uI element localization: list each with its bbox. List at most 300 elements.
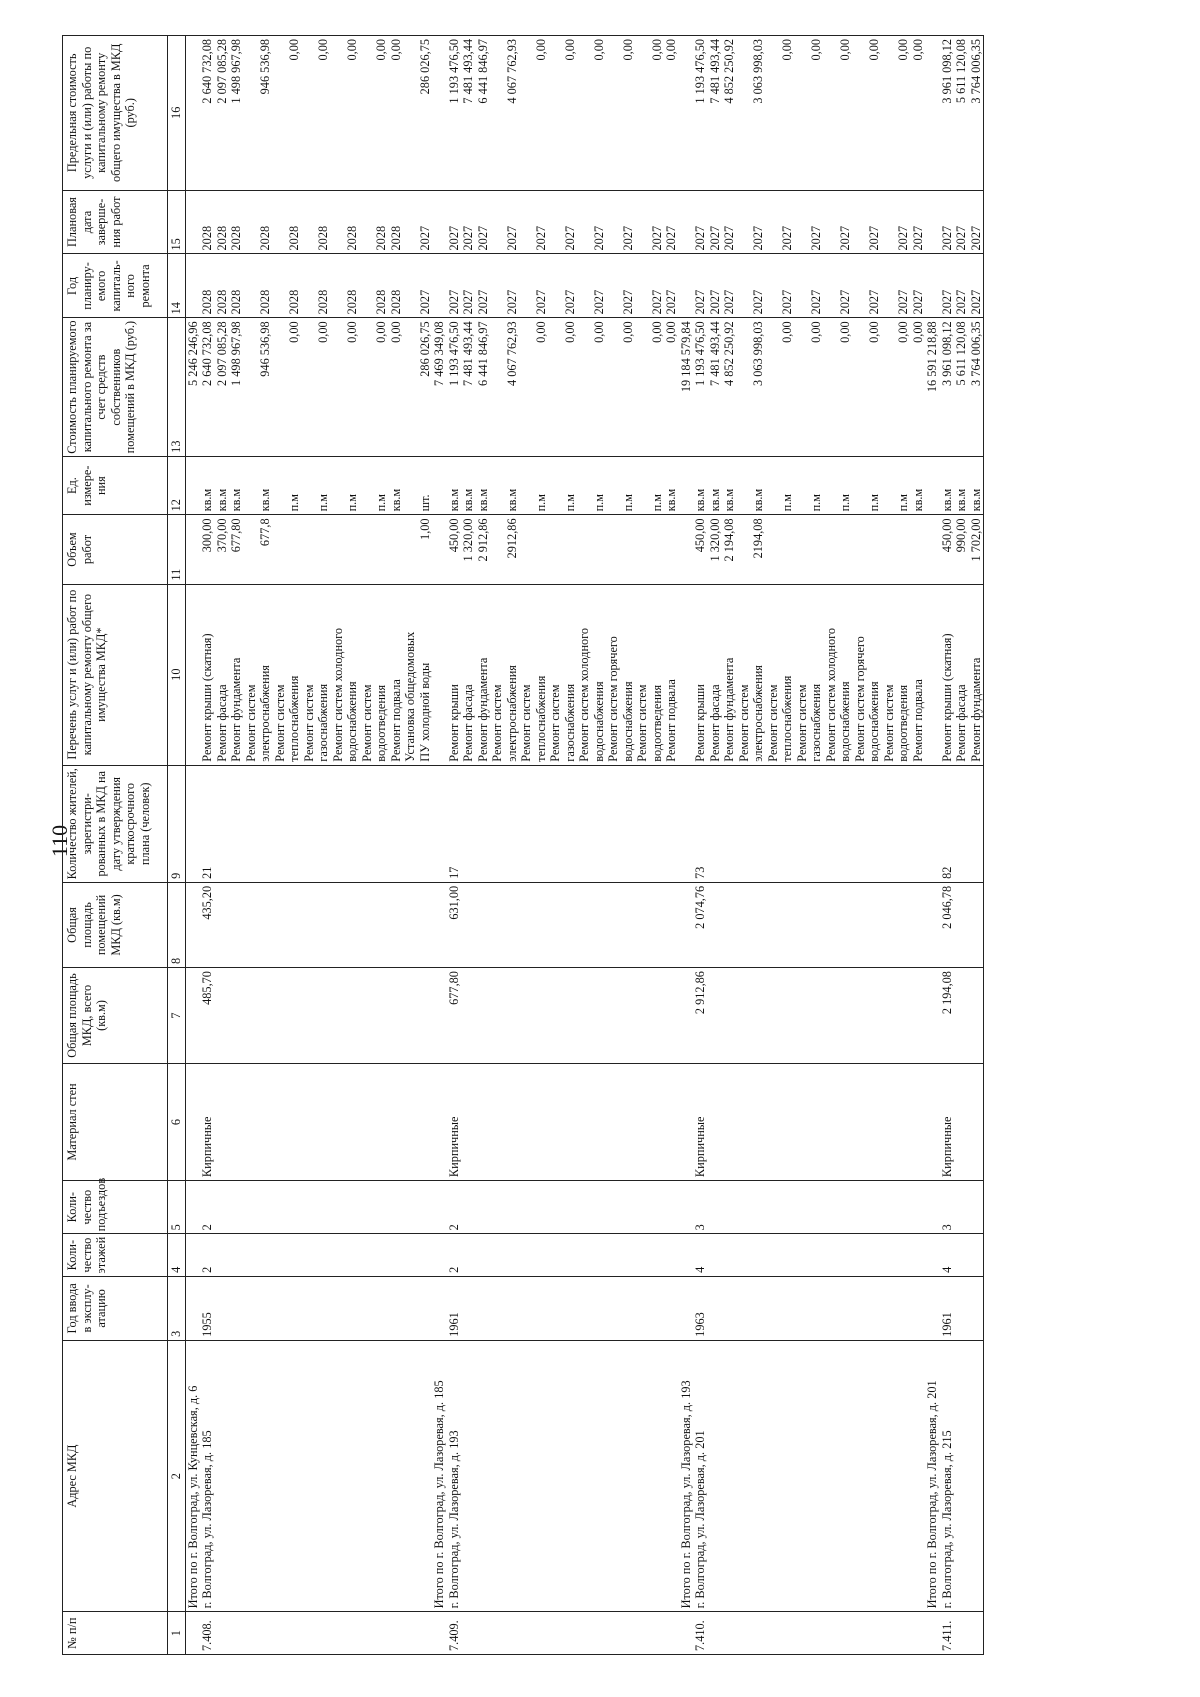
work-name: Установка общедомовых (403, 631, 417, 762)
work-name: Ремонт систем (794, 684, 809, 762)
work-unit: п.м (374, 493, 388, 512)
work-cost: 0,00 (620, 321, 635, 343)
area-total: 485,70 (200, 971, 214, 1005)
work-limit: 286 026,75 (417, 39, 432, 95)
item-number-cell (432, 1612, 679, 1655)
work-volume: 2 912,86 (475, 518, 490, 562)
column-number: 16 (168, 36, 186, 191)
floors: 2 (446, 1266, 461, 1273)
work-year: 2027 (417, 289, 432, 315)
work-year: 2027 (664, 289, 678, 315)
floors-cell (679, 1234, 926, 1277)
work-deadline: 2028 (345, 225, 359, 251)
work-cost: 0,00 (664, 321, 678, 343)
residents: 21 (200, 866, 214, 879)
address: г. Волгоград, ул. Лазоревая, д. 193 (446, 1430, 461, 1609)
work-deadline: 2027 (722, 225, 736, 251)
table-row (185, 36, 432, 1655)
work-deadline: 2027 (649, 225, 664, 251)
work-volume (374, 518, 389, 580)
work-unit: кв.м (461, 488, 475, 512)
work-volume: 677,80 (229, 518, 243, 553)
entrances: 3 (693, 1224, 707, 1231)
work-unit-cell (925, 456, 984, 515)
work-name: Ремонт крыши (693, 684, 707, 762)
residents-cell (679, 765, 926, 882)
work-deadline: 2027 (417, 225, 432, 251)
year: 1961 (446, 1312, 461, 1337)
work-deadline: 2027 (867, 225, 881, 251)
work-year: 2027 (780, 289, 794, 315)
work-volume: 2 194,08 (722, 518, 736, 562)
work-limit: 0,00 (780, 39, 794, 61)
work-unit: п.м (533, 493, 548, 512)
work-limit: 0,00 (838, 39, 852, 61)
work-name: Ремонт систем (765, 684, 780, 762)
total-label: Итого по г. Волгоград, ул. Лазоревая, д. 185 (432, 1380, 446, 1609)
work-name: Ремонт систем горячего (852, 636, 867, 762)
work-cost: 0,00 (649, 321, 664, 343)
work-limit: 6 441 846,97 (475, 39, 490, 104)
item-number-cell (185, 1612, 432, 1655)
work-deadline: 2028 (214, 225, 229, 251)
work-unit: кв.м (968, 488, 983, 512)
residents-cell (185, 765, 432, 882)
work-year: 2028 (229, 289, 243, 315)
work-volume (287, 518, 302, 580)
year-cell (185, 1276, 432, 1340)
repair-plan-table (62, 35, 984, 1655)
work-name: Ремонт систем холодного (330, 627, 345, 762)
column-number: 13 (168, 318, 186, 456)
work-unit: кв.м (693, 488, 707, 512)
work-cost: 0,00 (838, 321, 852, 343)
item-number-cell (925, 1612, 984, 1655)
work-limit: 0,00 (809, 39, 823, 61)
header-cell: Количество жителей, зарегистри-рованных в МКД на дату утверждения краткосрочного плана (человек) (63, 765, 168, 882)
item-number: 7.411. (939, 1620, 954, 1651)
work-volume (592, 518, 607, 580)
work-limit: 0,00 (533, 39, 548, 61)
material-cell (432, 1063, 679, 1180)
work-deadline: 2028 (316, 225, 330, 251)
area-total-cell (925, 968, 984, 1064)
work-deadline: 2027 (954, 225, 968, 251)
area-total-cell (185, 968, 432, 1064)
work-name: электроснабжения (504, 665, 519, 762)
work-year: 2028 (200, 289, 214, 315)
work-unit: кв.м (664, 488, 678, 512)
entrances: 2 (200, 1224, 214, 1231)
work-year: 2028 (345, 289, 359, 315)
column-number: 5 (168, 1181, 186, 1234)
residents-cell (925, 765, 984, 882)
work-unit: п.м (896, 493, 910, 512)
work-volume (896, 518, 911, 580)
work-cost: 3 961 098,12 (939, 321, 954, 386)
work-name: Ремонт подвала (664, 679, 678, 762)
work-cost: 946 536,98 (258, 321, 272, 377)
entrances-cell (432, 1181, 679, 1234)
work-volume-cell (432, 515, 679, 584)
work-volume-cell (185, 515, 432, 584)
work-limit-cell (185, 36, 432, 191)
work-volume (345, 518, 360, 580)
work-name: газоснабжения (562, 683, 577, 762)
residents: 17 (446, 866, 461, 879)
work-unit: кв.м (214, 488, 229, 512)
floors-cell (185, 1234, 432, 1277)
work-name: газоснабжения (809, 683, 823, 762)
area-rooms-cell (925, 882, 984, 967)
work-unit: кв.м (939, 488, 954, 512)
work-year: 2027 (939, 289, 954, 315)
work-limit: 0,00 (664, 39, 678, 61)
work-unit: шт. (417, 494, 432, 512)
work-limit: 0,00 (591, 39, 606, 61)
work-name: Ремонт подвала (910, 679, 925, 762)
work-name: газоснабжения (316, 683, 330, 762)
work-name: Ремонт фасада (214, 684, 229, 762)
item-number: 7.410. (693, 1620, 707, 1651)
work-name: Ремонт систем (881, 684, 896, 762)
work-limit: 0,00 (316, 39, 330, 61)
item-number-cell (679, 1612, 926, 1655)
work-unit: п.м (562, 493, 577, 512)
column-number: 4 (168, 1234, 186, 1277)
work-unit: п.м (620, 493, 635, 512)
year-cell (432, 1276, 679, 1340)
work-unit: кв.м (200, 488, 214, 512)
work-volume (809, 518, 824, 580)
year-cell (679, 1276, 926, 1340)
work-limit: 3 961 098,12 (939, 39, 954, 104)
work-deadline: 2027 (693, 225, 707, 251)
work-cost: 0,00 (388, 321, 403, 343)
area-rooms: 435,20 (200, 885, 214, 920)
work-name: Ремонт крыши (скатная) (200, 633, 214, 762)
work-cost: 3 063 998,03 (751, 321, 765, 386)
work-limit: 0,00 (562, 39, 577, 61)
work-cost: 0,00 (896, 321, 910, 343)
work-cost: 1 193 476,50 (693, 321, 707, 386)
work-cost: 4 067 762,93 (504, 321, 519, 386)
work-unit: кв.м (446, 488, 461, 512)
work-year: 2028 (316, 289, 330, 315)
work-cost-cell (432, 318, 679, 456)
work-volume (664, 518, 679, 580)
work-name: теплоснабжения (533, 675, 548, 762)
work-year: 2027 (707, 289, 722, 315)
work-deadline: 2028 (388, 225, 403, 251)
address: г. Волгоград, ул. Лазоревая, д. 201 (693, 1430, 707, 1609)
year: 1955 (200, 1312, 214, 1337)
work-cost: 0,00 (345, 321, 359, 343)
total-label: Итого по г. Волгоград, ул. Лазоревая, д. 201 (925, 1380, 939, 1609)
work-year: 2027 (446, 289, 461, 315)
total-label: Итого по г. Волгоград, ул. Кунцевская, д. 6 (185, 1385, 200, 1609)
total-label: Итого по г. Волгоград, ул. Лазоревая, д. 193 (678, 1380, 693, 1609)
work-limit: 1 498 967,98 (229, 39, 243, 104)
work-volume (563, 518, 578, 580)
work-name: Ремонт систем холодного (823, 627, 838, 762)
work-volume (911, 518, 926, 580)
work-limit: 7 481 493,44 (707, 39, 722, 104)
work-year: 2027 (896, 289, 910, 315)
work-volume: 2912,86 (504, 518, 519, 559)
work-year: 2027 (649, 289, 664, 315)
address-cell (679, 1340, 926, 1612)
work-cost: 0,00 (809, 321, 823, 343)
address-cell (925, 1340, 984, 1612)
work-year-cell (925, 254, 984, 318)
work-cost: 0,00 (591, 321, 606, 343)
material: Кирпичные (693, 1116, 707, 1178)
column-number: 7 (168, 968, 186, 1064)
work-name: водоотведения (896, 684, 910, 762)
work-volume: 300,00 (200, 518, 214, 553)
works-list-cell (185, 584, 432, 765)
address-cell (432, 1340, 679, 1612)
work-volume: 1 320,00 (461, 518, 475, 562)
work-name: электроснабжения (258, 665, 272, 762)
work-deadline-cell (679, 190, 926, 254)
work-name: водоснабжения (620, 681, 635, 762)
work-cost: 6 441 846,97 (475, 321, 490, 386)
work-limit-cell (679, 36, 926, 191)
work-limit: 7 481 493,44 (461, 39, 475, 104)
work-limit: 0,00 (620, 39, 635, 61)
year: 1961 (939, 1312, 954, 1337)
work-year: 2027 (693, 289, 707, 315)
area-rooms-cell (679, 882, 926, 967)
work-volume (621, 518, 636, 580)
work-unit: кв.м (722, 488, 736, 512)
work-limit: 3 764 006,35 (968, 39, 983, 104)
work-volume (650, 518, 665, 580)
area-rooms: 2 074,76 (693, 885, 707, 929)
work-volume: 2194,08 (751, 518, 765, 559)
entrances-cell (925, 1181, 984, 1234)
work-name: водоснабжения (867, 681, 881, 762)
work-year: 2028 (374, 289, 388, 315)
work-cost: 0,00 (867, 321, 881, 343)
work-limit: 0,00 (374, 39, 388, 61)
header-cell: Плановая дата заверше-ния работ (63, 190, 168, 254)
work-name: Ремонт фасада (461, 684, 475, 762)
work-volume: 1 320,00 (707, 518, 722, 562)
work-year: 2028 (388, 289, 403, 315)
address: г. Волгоград, ул. Лазоревая, д. 215 (939, 1430, 954, 1609)
material: Кирпичные (446, 1116, 461, 1178)
work-cost-cell (679, 318, 926, 456)
work-limit: 3 063 998,03 (751, 39, 765, 104)
work-name: Ремонт систем (490, 684, 504, 762)
work-limit-cell (925, 36, 984, 191)
work-year: 2027 (533, 289, 548, 315)
work-deadline: 2027 (896, 225, 910, 251)
work-limit: 0,00 (287, 39, 301, 61)
floors: 2 (200, 1266, 214, 1273)
work-cost: 4 852 250,92 (722, 321, 736, 386)
work-year: 2027 (562, 289, 577, 315)
column-number: 12 (168, 456, 186, 515)
work-volume: 677,8 (258, 518, 272, 547)
work-cost: 0,00 (562, 321, 577, 343)
work-year: 2027 (910, 289, 925, 315)
column-number: 3 (168, 1276, 186, 1340)
work-limit: 946 536,98 (258, 39, 272, 95)
floors-cell (925, 1234, 984, 1277)
work-name: Ремонт систем (359, 684, 374, 762)
work-volume: 450,00 (693, 518, 707, 553)
area-rooms: 631,00 (446, 885, 461, 920)
material-cell (679, 1063, 926, 1180)
entrances-cell (679, 1181, 926, 1234)
works-list-cell (679, 584, 926, 765)
table-row (432, 36, 679, 1655)
work-volume (838, 518, 853, 580)
residents: 73 (693, 866, 707, 879)
material: Кирпичные (200, 1116, 214, 1178)
material-cell (185, 1063, 432, 1180)
work-name: водоснабжения (838, 681, 852, 762)
entrances: 2 (446, 1224, 461, 1231)
work-cost: 7 481 493,44 (461, 321, 475, 386)
work-cost: 0,00 (533, 321, 548, 343)
work-unit: кв.м (910, 488, 925, 512)
work-year: 2027 (954, 289, 968, 315)
work-unit: п.м (316, 493, 330, 512)
work-limit: 5 611 120,08 (954, 39, 968, 104)
work-year: 2028 (287, 289, 301, 315)
area-total: 2 194,08 (939, 971, 954, 1015)
work-name: водоотведения (649, 684, 664, 762)
work-name: водоотведения (374, 684, 388, 762)
work-deadline: 2027 (475, 225, 490, 251)
work-name: Ремонт систем (635, 684, 649, 762)
column-number: 1 (168, 1612, 186, 1655)
work-unit: кв.м (504, 488, 519, 512)
work-limit: 0,00 (649, 39, 664, 61)
work-name: Ремонт фундамента (475, 657, 490, 762)
header-cell: № п/п (63, 1612, 168, 1655)
work-name: Ремонт фасада (954, 684, 968, 762)
work-year: 2027 (591, 289, 606, 315)
work-deadline-cell (185, 190, 432, 254)
area-total-cell (432, 968, 679, 1064)
address-cell (185, 1340, 432, 1612)
area-rooms: 2 046,78 (939, 885, 954, 929)
work-limit: 2 097 085,28 (214, 39, 229, 104)
column-number-row (168, 36, 186, 1655)
work-unit: кв.м (475, 488, 490, 512)
work-volume (389, 518, 404, 580)
work-unit-cell (432, 456, 679, 515)
work-unit: п.м (591, 493, 606, 512)
header-cell: Ед. измере-ния (63, 456, 168, 515)
work-deadline: 2027 (664, 225, 678, 251)
column-number: 11 (168, 515, 186, 584)
column-number: 8 (168, 882, 186, 967)
work-deadline: 2027 (562, 225, 577, 251)
work-cost: 0,00 (316, 321, 330, 343)
work-year-cell (185, 254, 432, 318)
page-number: 110 (47, 824, 72, 858)
residents: 82 (939, 866, 954, 879)
work-limit: 0,00 (896, 39, 910, 61)
header-cell: Стоимость планируемого капитального ремонта за счет средств собственников помещений в МКД (руб.) (63, 318, 168, 456)
work-limit: 0,00 (388, 39, 403, 61)
work-volume: 450,00 (939, 518, 954, 553)
work-name: теплоснабжения (780, 675, 794, 762)
work-unit: п.м (287, 493, 301, 512)
work-name: теплоснабжения (287, 675, 301, 762)
work-deadline: 2028 (229, 225, 243, 251)
work-limit: 2 640 732,08 (200, 39, 214, 104)
work-cost: 5 611 120,08 (954, 321, 968, 386)
work-limit-cell (432, 36, 679, 191)
work-deadline: 2027 (751, 225, 765, 251)
header-cell: Предельная стоимость услуги и (или) работы по капитальному ремонту общего имущества в МКД (руб.) (63, 36, 168, 191)
entrances-cell (185, 1181, 432, 1234)
works-list-cell (925, 584, 984, 765)
work-volume: 1,00 (417, 518, 432, 540)
work-limit: 0,00 (910, 39, 925, 61)
work-deadline: 2027 (591, 225, 606, 251)
work-unit: п.м (838, 493, 852, 512)
column-number: 9 (168, 765, 186, 882)
total-cost: 5 246 246,96 (185, 321, 200, 386)
work-name: Ремонт крыши (446, 684, 461, 762)
work-year: 2027 (968, 289, 983, 315)
header-cell: Год ввода в эксплу-атацию (63, 1276, 168, 1340)
material-cell (925, 1063, 984, 1180)
total-cost: 19 184 579,84 (678, 321, 693, 393)
work-unit: п.м (345, 493, 359, 512)
area-total: 677,80 (446, 971, 461, 1005)
work-name: Ремонт систем (519, 684, 533, 762)
floors: 4 (939, 1266, 954, 1273)
work-name: Ремонт систем (548, 684, 562, 762)
total-cost: 16 591 218,88 (925, 321, 939, 393)
work-unit: п.м (867, 493, 881, 512)
work-volume: 450,00 (446, 518, 461, 553)
work-name: Ремонт систем (243, 684, 258, 762)
work-cost: 3 764 006,35 (968, 321, 983, 386)
column-number: 14 (168, 254, 186, 318)
floors-cell (432, 1234, 679, 1277)
work-volume: 370,00 (214, 518, 229, 553)
work-volume (534, 518, 549, 580)
work-unit: п.м (809, 493, 823, 512)
item-number: 7.409. (446, 1620, 461, 1651)
work-unit: кв.м (229, 488, 243, 512)
work-limit: 4 852 250,92 (722, 39, 736, 104)
work-deadline: 2027 (504, 225, 519, 251)
work-deadline: 2028 (200, 225, 214, 251)
header-cell: Материал стен (63, 1063, 168, 1180)
work-year-cell (432, 254, 679, 318)
work-name: Ремонт фундамента (229, 657, 243, 762)
work-cost: 2 097 085,28 (214, 321, 229, 386)
work-deadline: 2028 (287, 225, 301, 251)
work-deadline: 2027 (533, 225, 548, 251)
work-cost: 2 640 732,08 (200, 321, 214, 386)
work-deadline: 2027 (838, 225, 852, 251)
work-cost: 0,00 (374, 321, 388, 343)
work-name: водоснабжения (591, 681, 606, 762)
